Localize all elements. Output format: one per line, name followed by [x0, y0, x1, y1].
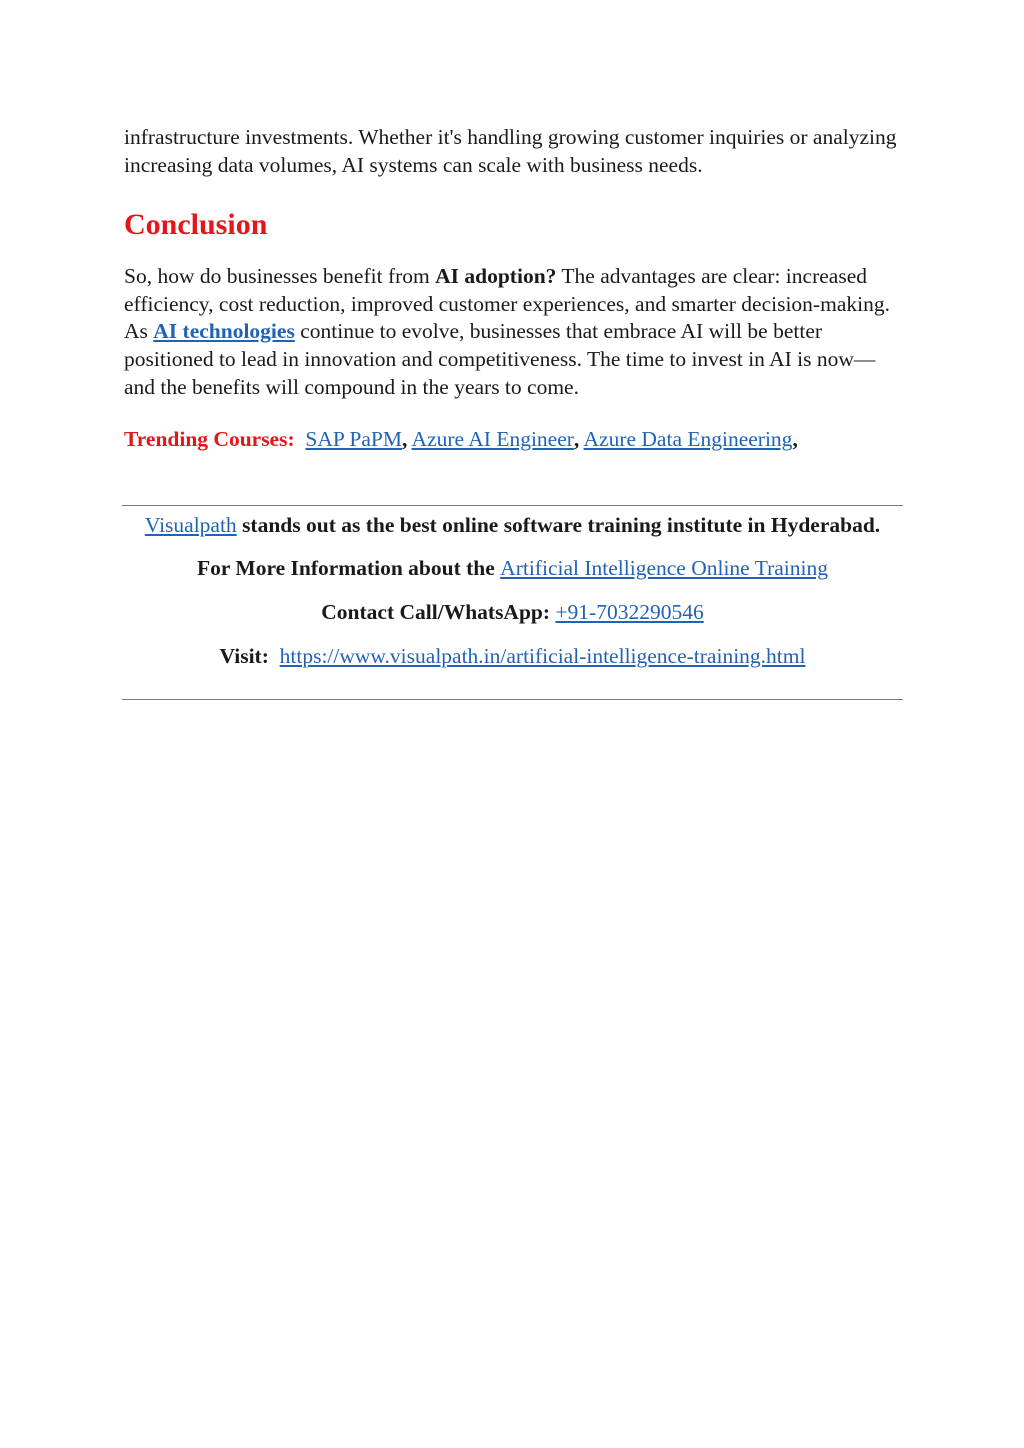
course-link-sap-papm[interactable]: SAP PaPM [305, 427, 402, 452]
tagline-line [122, 510, 903, 540]
contact-label: Contact Call/WhatsApp: [321, 600, 556, 624]
ai-training-link[interactable]: Artificial Intelligence Online Training [500, 556, 828, 580]
ai-technologies-link[interactable]: AI technologies [153, 319, 295, 344]
ai-adoption-bold: AI adoption? [435, 264, 557, 289]
visit-line [122, 642, 903, 670]
trending-courses [124, 425, 904, 453]
trending-label: Trending Courses: [124, 427, 295, 452]
separator: , [401, 427, 408, 452]
visualpath-link[interactable]: Visualpath [144, 513, 237, 537]
tagline-text: stands out as the best online software training institute in Hyderabad. [236, 513, 881, 537]
conclusion-text-3: continue to evolve, businesses that embrace AI will be better positioned to lead in innovation and competitiveness. The time to invest in AI is now—and the benefits will compound in the years to come. [124, 319, 876, 399]
more-info-line [122, 554, 903, 582]
document-page [124, 124, 904, 453]
phone-link[interactable]: +91-7032290546 [555, 600, 704, 624]
intro-paragraph: infrastructure investments. Whether it's handling growing customer inquiries or analyzing increasing data volumes, AI systems can scale with business needs. [124, 125, 897, 177]
conclusion-heading: Conclusion [124, 208, 268, 242]
conclusion-paragraph [124, 263, 904, 401]
visit-label: Visit: [219, 644, 269, 668]
separator: , [792, 427, 798, 452]
more-info-label: For More Information about the [197, 556, 501, 580]
conclusion-text-2: The advantages are clear: increased efficiency, cost reduction, improved customer experiences, and smarter decision-making. As [124, 264, 890, 344]
course-link-azure-ai-engineer[interactable]: Azure AI Engineer [411, 427, 574, 452]
separator: , [573, 427, 580, 452]
conclusion-text-1: So, how do businesses benefit from [124, 264, 436, 289]
visit-url-link[interactable]: https://www.visualpath.in/artificial-intelligence-training.html [279, 644, 806, 668]
contact-line [122, 598, 903, 626]
contact-info-box [122, 505, 903, 700]
course-link-azure-data-engineering[interactable]: Azure Data Engineering [583, 427, 793, 452]
